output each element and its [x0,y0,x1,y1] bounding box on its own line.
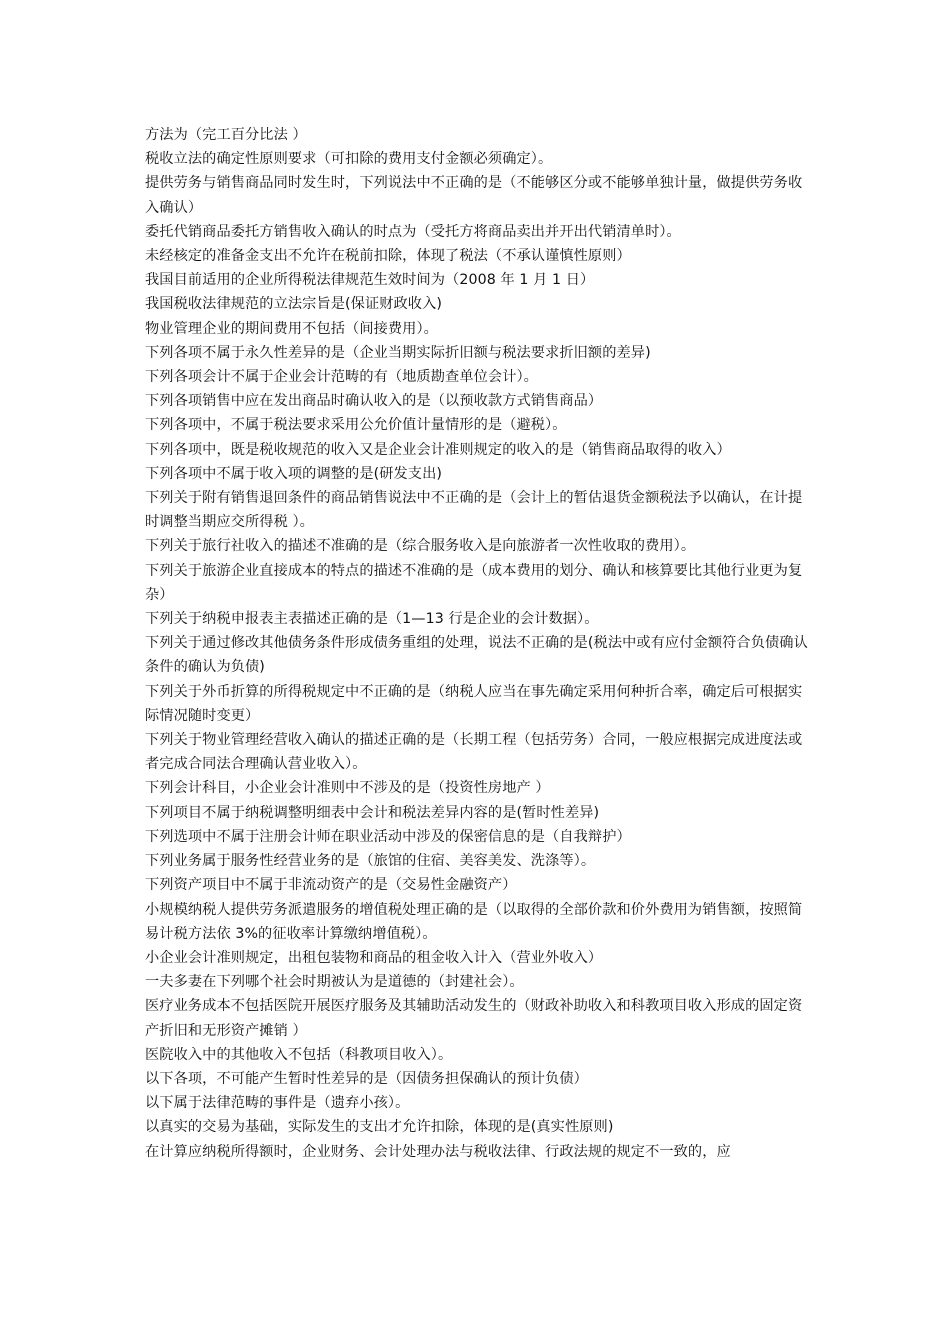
text-line: 未经核定的准备金支出不允许在税前扣除，体现了税法（不承认谨慎性原则） [145,248,631,265]
text-line: 以下属于法律范畴的事件是（遗弃小孩）。 [145,1095,410,1112]
text-line: 提供劳务与销售商品同时发生时，下列说法中不正确的是（不能够区分或不能够单独计量，做提供劳务收入确认） [145,175,803,216]
document-body [145,123,813,1164]
text-line: 下列关于旅游企业直接成本的特点的描述不准确的是（成本费用的划分、确认和核算要比其他行业更为复杂） [145,562,803,603]
text-line: 下列关于物业管理经营收入确认的描述正确的是（长期工程（包括劳务）合同，一般应根据完成进度法或者完成合同法合理确认营业收入）。 [145,732,803,773]
text-line: 下列项目不属于纳税调整明细表中会计和税法差异内容的是(暂时性差异) [145,804,600,821]
text-line: 下列会计科目，小企业会计准则中不涉及的是（投资性房地产 ） [145,780,550,797]
text-line: 下列各项中不属于收入项的调整的是(研发支出) [145,465,443,482]
text-line: 下列各项不属于永久性差异的是（企业当期实际折旧额与税法要求折旧额的差异) [145,344,651,361]
text-line: 下列各项中，不属于税法要求采用公允价值计量情形的是（避税）。 [145,417,567,434]
text-line: 以真实的交易为基础，实际发生的支出才允许扣除，体现的是(真实性原则) [145,1119,614,1136]
text-line: 医疗业务成本不包括医院开展医疗服务及其辅助活动发生的（财政补助收入和科教项目收入形成的固定资产折旧和无形资产摊销 ） [145,998,803,1039]
text-line: 我国税收法律规范的立法宗旨是(保证财政收入) [145,296,443,313]
text-line: 物业管理企业的期间费用不包括（间接费用）。 [145,320,438,337]
text-line: 小规模纳税人提供劳务派遣服务的增值税处理正确的是（以取得的全部价款和价外费用为销售额，按照简易计税方法依 3%的征收率计算缴纳增值税）。 [145,901,803,942]
text-line: 以下各项，不可能产生暂时性差异的是（因债务担保确认的预计负债） [145,1070,588,1087]
text-line: 方法为（完工百分比法 ） [145,127,307,143]
text-line: 下列各项中，既是税收规范的收入又是企业会计准则规定的收入的是（销售商品取得的收入） [145,441,731,458]
text-line: 在计算应纳税所得额时，企业财务、会计处理办法与税收法律、行政法规的规定不一致的，应 [145,1143,731,1160]
text-line: 下列资产项目中不属于非流动资产的是（交易性金融资产） [145,877,517,894]
text-line: 下列关于附有销售退回条件的商品销售说法中不正确的是（会计上的暂估退货金额税法予以确认，在计提时调整当期应交所得税 ）。 [145,490,803,531]
text-line: 下列关于纳税申报表主表描述正确的是（1—13 行是企业的会计数据）。 [145,611,599,628]
text-line: 下列选项中不属于注册会计师在职业活动中涉及的保密信息的是（自我辩护） [145,828,631,845]
text-line: 税收立法的确定性原则要求（可扣除的费用支付金额必须确定）。 [145,151,553,168]
text-line: 一夫多妻在下列哪个社会时期被认为是道德的（封建社会）。 [145,974,524,991]
text-line: 下列关于通过修改其他债务条件形成债务重组的处理，说法不正确的是(税法中或有应付金额符合负债确认条件的确认为负债) [145,635,808,676]
text-line: 委托代销商品委托方销售收入确认的时点为（受托方将商品卖出并开出代销清单时）。 [145,223,681,240]
text-line: 下列关于外币折算的所得税规定中不正确的是（纳税人应当在事先确定采用何种折合率，确定后可根据实际情况随时变更） [145,683,803,724]
text-line: 下列各项会计不属于企业会计范畴的有（地质勘查单位会计）。 [145,369,538,386]
text-line: 医院收入中的其他收入不包括（科教项目收入）。 [145,1046,453,1063]
text-line: 下列关于旅行社收入的描述不准确的是（综合服务收入是向旅游者一次性收取的费用）。 [145,538,696,555]
text-line: 下列业务属于服务性经营业务的是（旅馆的住宿、美容美发、洗涤等）。 [145,853,596,870]
text-line: 我国目前适用的企业所得税法律规范生效时间为（2008 年 1 月 1 日） [145,272,595,289]
text-line: 小企业会计准则规定，出租包装物和商品的租金收入计入（营业外收入） [145,949,603,966]
text-line: 下列各项销售中应在发出商品时确认收入的是（以预收款方式销售商品） [145,393,603,410]
